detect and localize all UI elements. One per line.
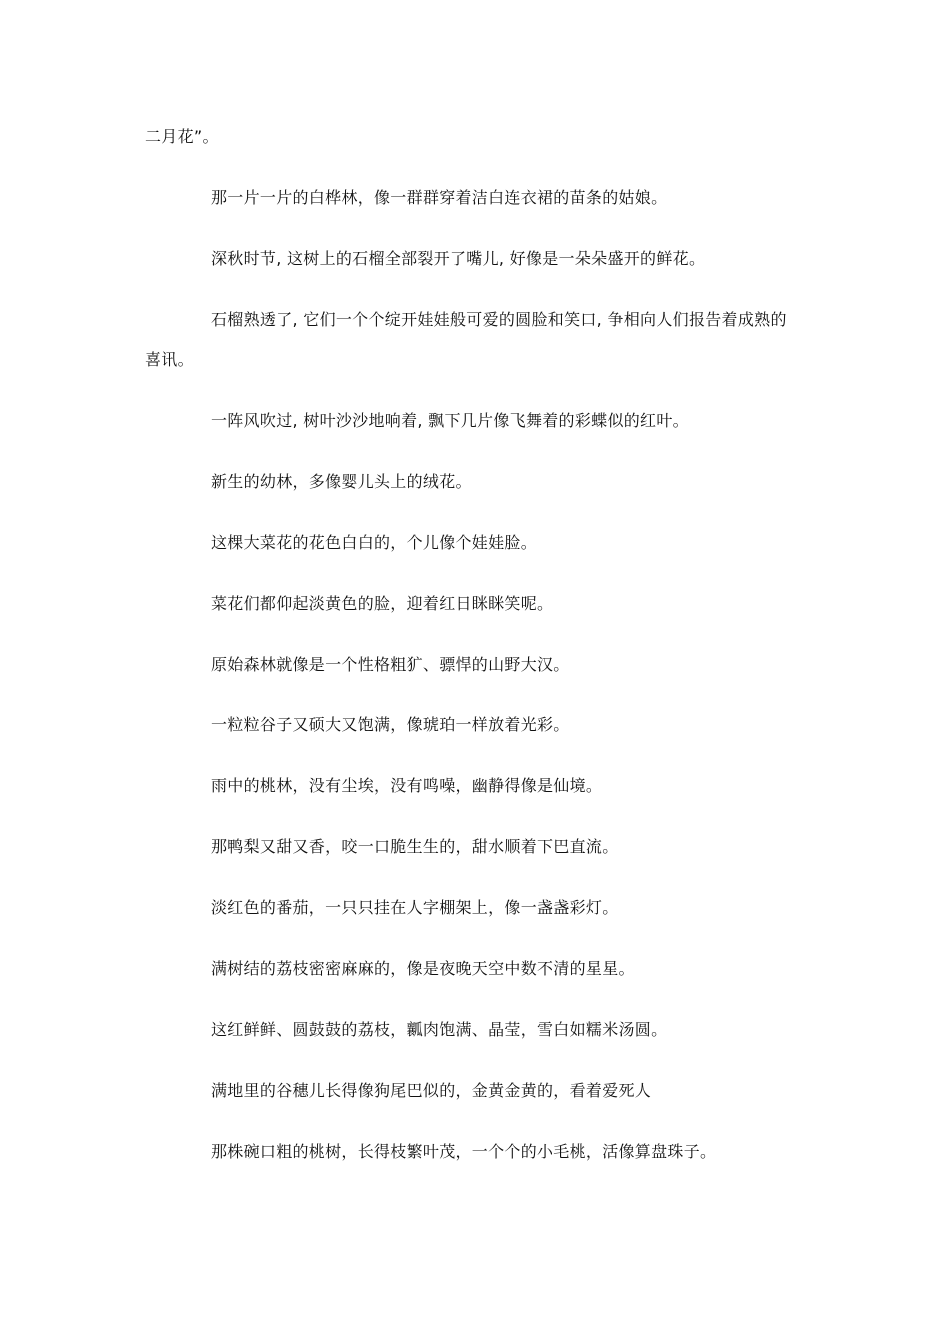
paragraph-line: 原始森林就像是一个性格粗犷、骠悍的山野大汉。 [211,655,570,674]
paragraph-line: 那株碗口粗的桃树，长得枝繁叶茂，一个个的小毛桃，活像算盘珠子。 [211,1142,717,1161]
paragraph-line: 满地里的谷穗儿长得像狗尾巴似的，金黄金黄的，看着爱死人 [211,1081,652,1100]
paragraph-line: 二月花”。 [145,127,219,146]
paragraph-line: 喜讯。 [145,350,194,369]
paragraph-line: 那一片一片的白桦林，像一群群穿着洁白连衣裙的苗条的姑娘。 [211,188,668,207]
paragraph-line: 这棵大菜花的花色白白的，个儿像个娃娃脸。 [211,533,538,552]
paragraph-line: 新生的幼林，多像婴儿头上的绒花。 [211,472,472,491]
paragraph-line: 满树结的荔枝密密麻麻的，像是夜晚天空中数不清的星星。 [211,959,635,978]
paragraph-line: 淡红色的番茄，一只只挂在人字棚架上，像一盏盏彩灯。 [211,898,619,917]
paragraph-line: 深秋时节, 这树上的石榴全部裂开了嘴儿, 好像是一朵朵盛开的鲜花。 [211,249,706,268]
paragraph-line: 菜花们都仰起淡黄色的脸，迎着红日眯眯笑呢。 [211,594,554,613]
paragraph-line: 这红鲜鲜、圆鼓鼓的荔枝，瓤肉饱满、晶莹，雪白如糯米汤圆。 [211,1020,668,1039]
paragraph-line: 那鸭梨又甜又香，咬一口脆生生的，甜水顺着下巴直流。 [211,837,619,856]
paragraph-line: 一阵风吹过, 树叶沙沙地响着, 飘下几片像飞舞着的彩蝶似的红叶。 [211,411,689,430]
paragraph-line: 雨中的桃林，没有尘埃，没有鸣噪，幽静得像是仙境。 [211,776,603,795]
paragraph-line: 石榴熟透了, 它们一个个绽开娃娃般可爱的圆脸和笑口, 争相向人们报告着成熟的 [211,310,787,329]
paragraph-line: 一粒粒谷子又硕大又饱满，像琥珀一样放着光彩。 [211,715,570,734]
